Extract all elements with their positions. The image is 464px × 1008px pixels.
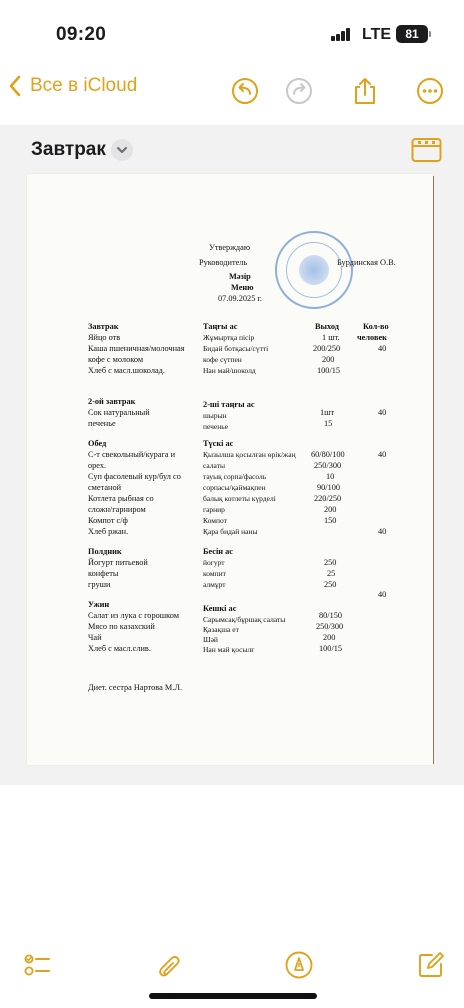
menu-item-output: 100/15 (319, 644, 343, 653)
snack-title-kk: Бесін ас (203, 547, 233, 556)
output-header: Выход (315, 322, 339, 331)
menu-item-output: 250 (324, 558, 337, 567)
title-chevron-button[interactable] (111, 139, 133, 161)
menu-item-ru: Чай (88, 633, 102, 642)
second-breakfast-title-kk: 2-ші таңғы ас (203, 400, 255, 409)
official-stamp (275, 231, 353, 309)
menu-item-kk: Бидай ботқасы/сүтті (203, 344, 269, 353)
menu-item-kk: шырын (203, 411, 227, 420)
second-breakfast-title-ru: 2-ой завтрак (88, 397, 136, 406)
menu-item-ru: Яйцо отв (88, 333, 121, 342)
menu-item-ru: сметаной (88, 483, 122, 492)
menu-item-kk: сорпасы/қаймақпен (203, 483, 266, 492)
breakfast-title-ru: Завтрак (88, 322, 119, 331)
menu-item-kk: алмұрт (203, 580, 226, 589)
menu-item-count: 40 (378, 527, 387, 536)
menu-item-kk: печенье (203, 422, 229, 431)
nav-bar (0, 66, 464, 116)
menu-item-output: 100/15 (317, 366, 341, 375)
network-label: LTE (362, 26, 392, 43)
back-button[interactable] (8, 74, 137, 98)
menu-item-ru: Хлеб ржан. (88, 527, 129, 536)
menu-item-output: 10 (326, 472, 335, 481)
menu-item-output: 1шт (320, 408, 335, 417)
menu-item-output: 15 (324, 419, 333, 428)
menu-item-kk: компит (203, 569, 226, 578)
breakfast-title-kk: Таңғы ас (203, 322, 238, 331)
menu-item-kk: Нан май/шоколд (203, 366, 256, 375)
menu-item-ru: кофе с молоком (88, 355, 144, 364)
signal-icon (331, 28, 351, 41)
menu-item-ru: С-т свекольный/курага и (88, 450, 176, 459)
menu-item-output: 200 (323, 633, 336, 642)
menu-item-kk: Қара бидай наны (203, 527, 258, 536)
menu-item-output: 1 шт. (322, 333, 340, 342)
dietitian-signature: Диет. сестра Нартова М.Л. (88, 683, 183, 692)
menu-item-output: 200 (322, 355, 335, 364)
menu-item-kk: Қазақша ет (203, 625, 239, 634)
menu-item-kk: Қызылша қосылған өрік/жаң (203, 450, 296, 459)
menu-item-kk: гарнир (203, 505, 225, 514)
menu-item-output: 250/300 (314, 461, 342, 470)
menu-item-kk: Нан май қосылғ (203, 645, 255, 654)
menu-item-ru: Салат из лука с горошком (88, 611, 179, 620)
menu-item-ru: Сок натуральный (88, 408, 150, 417)
snack-title-ru: Полдник (88, 547, 122, 556)
paperclip-icon[interactable] (153, 950, 183, 980)
menu-item-count: 40 (378, 408, 387, 417)
pen-markup-icon[interactable] (284, 950, 314, 980)
menu-item-ru: Каша пшеничная/молочная (88, 344, 185, 353)
approved-label: Утверждаю (209, 243, 251, 252)
compose-icon[interactable] (416, 950, 446, 980)
menu-item-output: 220/250 (314, 494, 342, 503)
menu-item-ru: печенье (88, 419, 116, 428)
menu-item-output: 80/150 (319, 611, 343, 620)
status-bar (0, 0, 464, 62)
menu-item-output: 150 (324, 516, 337, 525)
chevron-left-icon (8, 74, 22, 98)
menu-item-ru: сложн/гарниром (88, 505, 146, 514)
menu-item-ru: Хлеб с масл.шоколад. (88, 366, 165, 375)
menu-item-kk: балық котлеты күрделі (203, 494, 276, 503)
menu-item-kk: Сарымсақ/бұршақ салаты (203, 615, 286, 624)
status-time: 09:20 (56, 24, 107, 45)
menu-item-output: 25 (327, 569, 336, 578)
more-icon[interactable] (415, 76, 445, 106)
lunch-title-ru: Обед (88, 439, 107, 448)
menu-item-count: 40 (378, 590, 387, 599)
undo-icon[interactable] (230, 76, 260, 106)
scanned-page (27, 174, 433, 765)
battery-icon: 81 (396, 25, 428, 43)
menu-item-ru: орех. (88, 461, 107, 470)
home-indicator[interactable] (149, 993, 317, 999)
lunch-title-kk: Түскі ас (203, 439, 234, 448)
scanned-pages-icon[interactable] (411, 137, 442, 163)
menu-item-count: 40 (378, 450, 387, 459)
menu-item-ru: груши (88, 580, 111, 589)
menu-item-output: 250/300 (316, 622, 344, 631)
checklist-icon[interactable] (22, 950, 52, 980)
menu-item-output: 200 (324, 505, 337, 514)
menu-item-output: 200/250 (313, 344, 341, 353)
chevron-down-icon (111, 139, 133, 161)
menu-item-ru: Компот с/ф (88, 516, 128, 525)
menu-item-kk: кофе сүтпен (203, 355, 242, 364)
menu-item-ru: Хлеб с масл.слив. (88, 644, 151, 653)
menu-item-output: 90/100 (317, 483, 341, 492)
share-icon[interactable] (350, 76, 380, 106)
dinner-title-kk: Кешкі ас (203, 604, 237, 613)
dinner-title-ru: Ужин (88, 600, 110, 609)
menu-date: 07.09.2025 г. (218, 294, 262, 303)
menu-kk-label: Мәзір (229, 272, 251, 281)
menu-item-kk: тауық сорпа/фасоль (203, 472, 267, 481)
menu-item-kk: Жұмыртқа пісір (203, 333, 255, 342)
menu-item-kk: Шәй (203, 635, 218, 644)
bottom-toolbar (0, 950, 464, 990)
count-header-2: человек (357, 333, 387, 342)
head-label: Руководитель (199, 258, 248, 267)
menu-item-kk: Компот (203, 516, 227, 525)
back-label: Все в iCloud (30, 75, 138, 96)
menu-item-ru: Йогурт питьевой (88, 558, 148, 567)
menu-item-ru: Мясо по казахский (88, 622, 155, 631)
redo-icon[interactable] (284, 76, 314, 106)
menu-item-kk: салаты (203, 461, 226, 470)
menu-item-output: 60/80/100 (311, 450, 345, 459)
menu-item-count: 40 (378, 344, 387, 353)
note-title[interactable]: Завтрак (31, 139, 106, 160)
menu-item-output: 250 (324, 580, 337, 589)
count-header: Кол-во (363, 322, 389, 331)
head-name: Бурдинская О.В. (337, 258, 396, 267)
battery-tip (429, 31, 431, 37)
menu-item-ru: Котлета рыбная со (88, 494, 154, 503)
menu-item-kk: йогурт (203, 558, 225, 567)
menu-item-ru: Суп фасолевый кур/бул со (88, 472, 181, 481)
menu-label: Меню (231, 283, 254, 292)
menu-item-ru: конфеты (88, 569, 119, 578)
